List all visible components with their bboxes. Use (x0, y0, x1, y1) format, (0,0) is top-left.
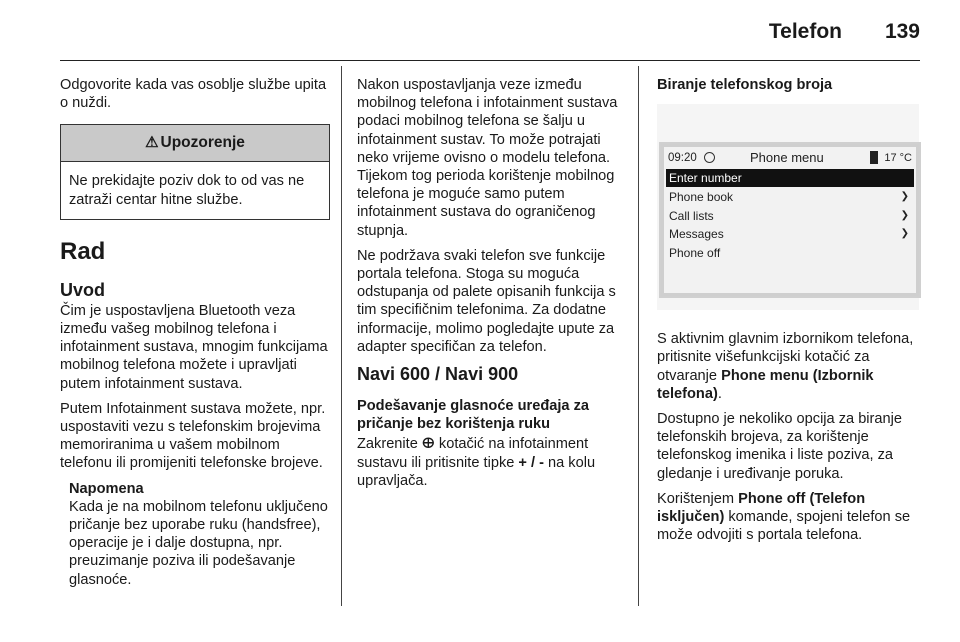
chapter-title: Telefon (768, 20, 842, 43)
volume-knob-icon: ⴲ (421, 436, 435, 453)
warning-text: Ne prekidajte poziv dok to od vas ne zatraži centar hitne službe. (69, 173, 305, 208)
column-2 (357, 76, 625, 497)
warning-box (60, 124, 330, 219)
column-divider (341, 66, 342, 606)
paragraph: Ne podržava svaki telefon sve funkcije portala telefona. Stoga su moguća odstupanja od palete opisanih funkcija s tim specifičnim telefonima. Za dodatne informacije, molimo pogledajte upute za adapter specifičan za telefon. (357, 247, 616, 355)
phone-icon (870, 151, 878, 164)
chevron-right-icon: ❯ (900, 210, 909, 222)
column-divider (638, 66, 639, 606)
subsection-heading: Podešavanje glasnoće uređaja za pričanje bez korištenja ruku (357, 398, 589, 433)
column-3 (657, 76, 923, 551)
clock: 09:20 (668, 152, 697, 165)
warning-title: Upozorenje (160, 134, 245, 152)
section-heading: Biranje telefonskog broja (657, 77, 833, 93)
menu-item-phone-off: Phone off (669, 246, 721, 261)
paragraph: S aktivnim glavnim izbornikom telefona, pritisnite višefunkcijski kotačić za otvaranje Phone menu (Izbornik telefona). (657, 331, 914, 402)
subsection-heading: Uvod (60, 279, 105, 300)
phone-menu-screenshot (657, 104, 919, 310)
display-status-bar (668, 149, 912, 167)
chevron-right-icon: ❯ (900, 191, 909, 203)
note-text: Kada je na mobilnom telefonu uključeno pričanje bez uporabe ruku (handsfree), operacije je i dalje dostupna, npr. preuzimanje poziva ili podešavanje glasnoće. (69, 498, 328, 588)
paragraph: Nakon uspostavljanja veze između mobilnog telefona i infotainment sustava podaci mobilnog telefona se šalju u infotainment sustav. To može potrajati neko vrijeme ovisno o modelu telefona. Tijekom tog perioda korištenje mobilnog telefona je moguće samo putem infotainment sustava do ograničenog stupnja. (357, 77, 618, 239)
display-title: Phone menu (750, 150, 824, 166)
note-title: Napomena (69, 480, 144, 497)
paragraph: Dostupno je nekoliko opcija za biranje telefonskih brojeva, za korištenje telefonskog imenika i liste poziva, za gledanje i uređivanje poruka. (657, 411, 903, 482)
menu-item-enter-number: Enter number (666, 169, 914, 187)
column-1 (60, 76, 330, 589)
display-frame (659, 142, 921, 298)
page-header (60, 0, 920, 61)
paragraph: Putem Infotainment sustava možete, npr. uspostaviti vezu s telefonskim brojevima memoriranima u vašem mobilnom telefonu ili promijeniti telefonske brojeve. (60, 400, 326, 472)
section-heading: Navi 600 / Navi 900 (357, 364, 519, 385)
temperature: 17 °C (884, 152, 912, 165)
page-number: 139 (884, 20, 920, 43)
phone-menu-term: Phone menu (Izbornik telefona) (657, 367, 874, 402)
paragraph: Čim je uspostavljena Bluetooth veza između vašeg mobilnog telefona i infotainment sustava, mnogim funkcijama mobilnog telefona možete i upravljati putem infotainment sustava. (60, 302, 328, 392)
menu-item-call-lists: Call lists ❯ (669, 209, 909, 224)
warning-icon: ⚠ (145, 134, 159, 152)
menu-item-phone-book: Phone book ❯ (669, 190, 909, 205)
phone-off-term: Phone off (Telefon isključen) (657, 490, 866, 526)
section-heading: Rad (60, 237, 106, 265)
paragraph: Korištenjem Phone off (Telefon isključen) komande, spojeni telefon se može odvojiti s portala telefona. (657, 490, 911, 544)
sync-icon (704, 152, 715, 163)
menu-item-messages: Messages ❯ (669, 227, 909, 242)
note-block (69, 480, 330, 589)
chevron-right-icon: ❯ (900, 228, 909, 240)
warning-header (61, 125, 329, 162)
paragraph: Zakrenite ⴲ kotačić na infotainment sustavu ili pritisnite tipke + / - na kolu upravljača. (357, 436, 596, 489)
intro-paragraph: Odgovorite kada vas osoblje službe upita o nuždi. (60, 77, 327, 112)
plus-minus-keys: + / - (518, 454, 544, 471)
